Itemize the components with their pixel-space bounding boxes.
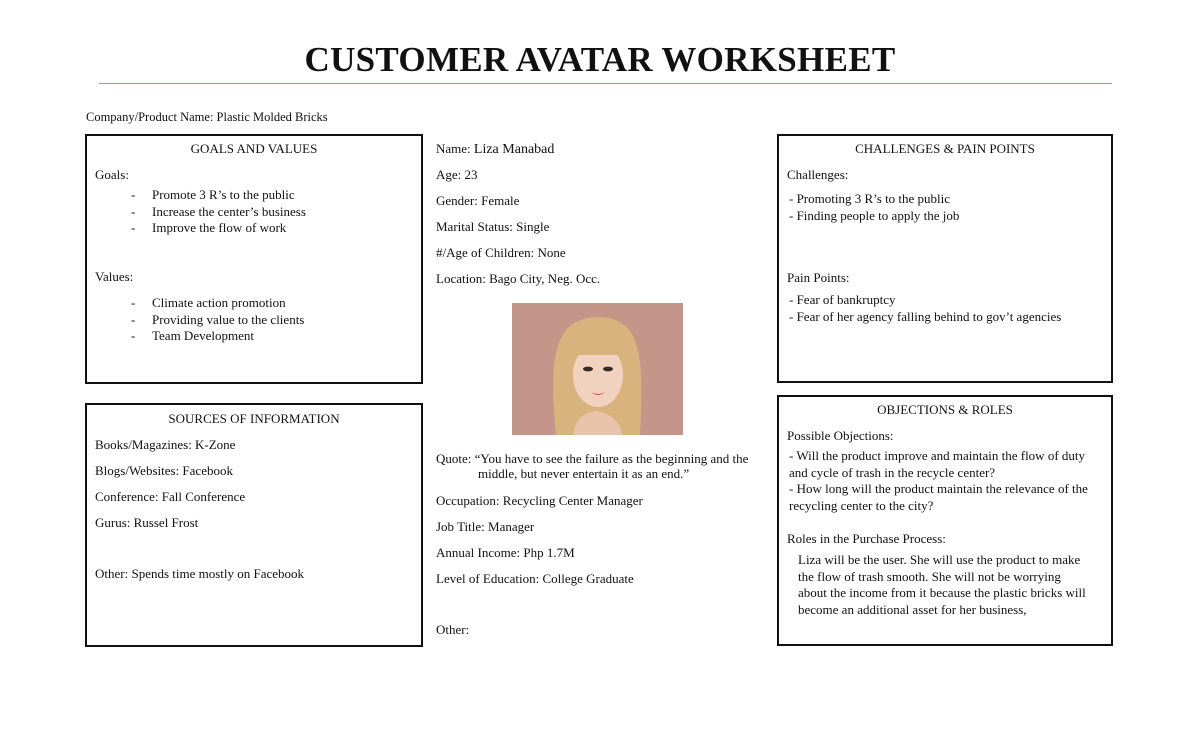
profile-location: Location: Bago City, Neg. Occ. — [436, 271, 601, 286]
profile-name — [436, 141, 554, 158]
pain-points-list — [789, 292, 1061, 325]
gurus: Gurus: Russel Frost — [95, 515, 199, 530]
profile-occupation: Occupation: Recycling Center Manager — [436, 493, 643, 508]
objection-line: - Will the product improve and maintain the flow of duty — [789, 448, 1086, 463]
goals-values-box — [85, 134, 423, 384]
roles-label: Roles in the Purchase Process: — [787, 531, 946, 546]
objection-item — [789, 448, 1085, 481]
books-magazines: Books/Magazines: K-Zone — [95, 437, 236, 452]
goal-item: - Promote 3 R’s to the public — [131, 187, 306, 204]
pain-point-item: - Fear of her agency falling behind to gov’t agencies — [789, 308, 1062, 324]
value-item: - Team Development — [131, 328, 304, 345]
sources-other: Other: Spends time mostly on Facebook — [95, 566, 305, 581]
sources-box — [85, 403, 423, 647]
profile-children: #/Age of Children: None — [436, 245, 566, 260]
objection-line: - How long will the product maintain the relevance of the — [789, 481, 1088, 496]
profile-income: Annual Income: Php 1.7M — [436, 545, 575, 560]
profile-marital-status: Marital Status: Single — [436, 219, 550, 234]
objection-line: and cycle of trash in the recycle center? — [789, 464, 996, 480]
roles-line: about the income from it because the plastic bricks will — [798, 585, 1086, 600]
value-item: - Climate action promotion — [131, 295, 304, 312]
profile-education: Level of Education: College Graduate — [436, 571, 634, 586]
objection-line: recycling center to the city? — [789, 497, 934, 513]
objections-box — [777, 395, 1113, 646]
goals-list — [131, 187, 306, 237]
goal-item: - Improve the flow of work — [131, 220, 306, 237]
title-divider — [99, 83, 1112, 84]
blogs-websites: Blogs/Websites: Facebook — [95, 463, 233, 478]
pain-point-item: - Fear of bankruptcy — [789, 292, 896, 307]
profile-quote: Quote: “You have to see the failure as the beginning and the — [436, 451, 749, 466]
challenges-list — [789, 191, 959, 224]
roles-line: become an additional asset for her business, — [798, 601, 1027, 617]
profile-job-title: Job Title: Manager — [436, 519, 535, 534]
conference: Conference: Fall Conference — [95, 489, 246, 504]
profile-age: Age: 23 — [436, 167, 478, 182]
company-product-name: Company/Product Name: Plastic Molded Bricks — [86, 110, 328, 124]
values-label: Values: — [95, 269, 134, 284]
sources-title: SOURCES OF INFORMATION — [168, 411, 340, 426]
goal-item: - Increase the center’s business — [131, 204, 306, 221]
goals-label: Goals: — [95, 167, 129, 182]
objections-title: OBJECTIONS & ROLES — [877, 402, 1013, 417]
portrait-photo — [512, 303, 683, 435]
name-label: Name: — [436, 141, 471, 156]
challenges-label: Challenges: — [787, 167, 849, 182]
portrait-illustration — [512, 303, 683, 435]
challenges-title: CHALLENGES & PAIN POINTS — [855, 141, 1035, 156]
profile-quote-cont: middle, but never entertain it as an end.” — [478, 466, 690, 481]
objections-label: Possible Objections: — [787, 428, 894, 443]
goals-values-title: GOALS AND VALUES — [190, 141, 318, 156]
pain-points-label: Pain Points: — [787, 270, 850, 285]
objection-item — [789, 481, 1088, 514]
roles-line: Liza will be the user. She will use the product to make — [798, 552, 1081, 567]
page-title: CUSTOMER AVATAR WORKSHEET — [304, 40, 896, 79]
challenges-box — [777, 134, 1113, 383]
challenge-item: - Promoting 3 R’s to the public — [789, 191, 951, 206]
roles-line: the flow of trash smooth. She will not be worrying — [798, 568, 1061, 584]
challenge-item: - Finding people to apply the job — [789, 207, 960, 223]
name-value: Liza Manabad — [473, 142, 555, 157]
value-item: - Providing value to the clients — [131, 312, 304, 329]
profile-gender: Gender: Female — [436, 193, 520, 208]
values-list — [131, 295, 304, 345]
profile-other: Other: — [436, 622, 470, 637]
roles-text — [798, 552, 1086, 618]
